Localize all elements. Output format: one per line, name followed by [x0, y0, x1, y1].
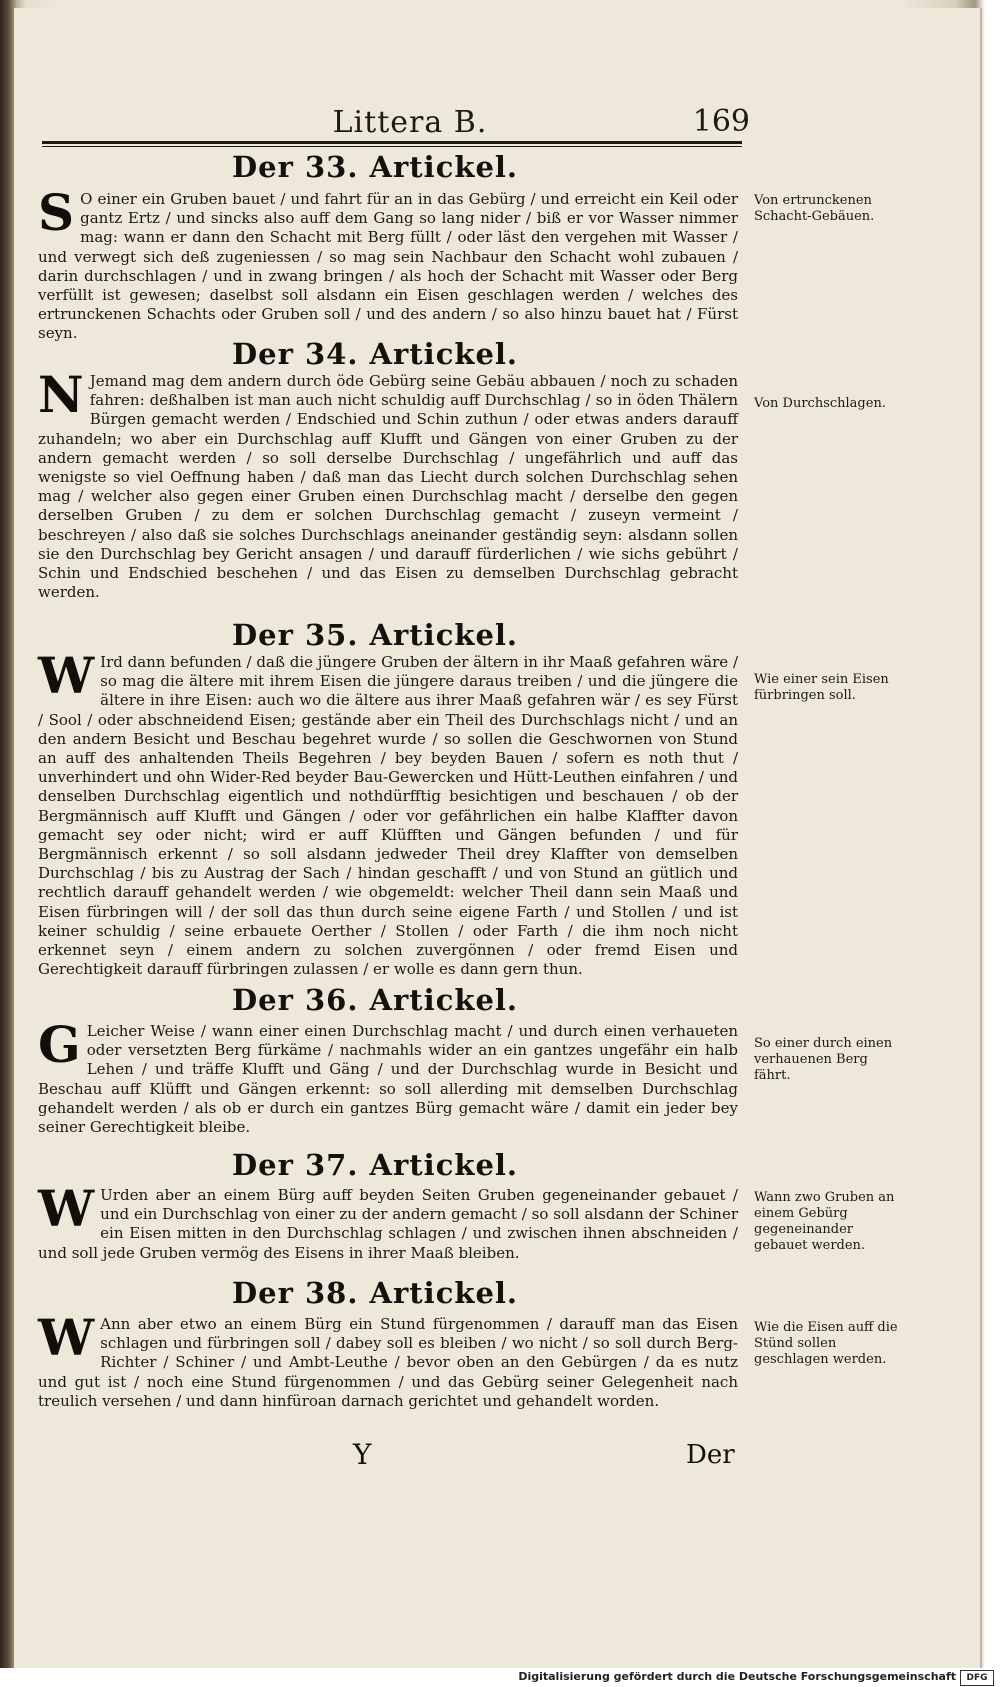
header-rule [42, 141, 742, 144]
signature-mark: Y [353, 1438, 372, 1471]
page-number: 169 [692, 104, 750, 139]
article-36-initial: G [38, 1015, 81, 1074]
article-38-title: Der 38. Artickel. [231, 1276, 519, 1310]
catchword: Der [686, 1440, 735, 1470]
article-37-title: Der 37. Artickel. [231, 1148, 519, 1182]
article-34-text [38, 365, 738, 602]
article-36-text [38, 1015, 738, 1137]
article-37-initial: W [38, 1179, 95, 1238]
article-33-margin-note: Von ertrunckenen Schacht-Gebäuen. [754, 193, 875, 224]
dfg-logo-icon: DFG [960, 1670, 994, 1686]
article-35-text [38, 646, 738, 979]
article-33-initial: S [38, 183, 75, 242]
article-37-margin-note: Wann zwo Gruben an einem Gebürg gegeneinander gebauet werden. [754, 1190, 895, 1253]
book-binding-edge [0, 0, 14, 1687]
article-38-text [38, 1308, 738, 1411]
article-34-body: Jemand mag dem andern durch öde Gebürg seine Gebäu abbauen / noch zu schaden fahren: deßhalben ist man auch nicht schuldig auff Durchschlag / so in öden Thälern Bürgen gemacht werden / Endschied und Schin zuthun / oder etwas anders darauff zuhandeln; wo aber ein Durchschlag auff Klufft und Gängen von einer Gruben zu der andern gemacht werden / so soll derselbe Durchschlag / ungefährlich und auff das wenigste so viel Oeffnung haben / daß man das Liecht durch solchen Durchschlag sehen mag / welcher also gegen einer Gruben einen Durchschlag macht / derselbe den gegen derselben Gruben / zu dem er solchen Durchschlag gemacht / zuseyn vermeint / beschreyen / also daß sie solches Durchschlags aneinander geständig seyn: alsdann sollen sie den Durchschlag bey Gericht ansagen / und darauff fürderlichen / wie sichs gebührt / Schin und Endschied beschehen / und das Eisen zu demselben Durchschlag gebracht werden. [38, 372, 738, 602]
article-37-text [38, 1179, 738, 1263]
article-38-margin-note: Wie die Eisen auff die Stünd sollen geschlagen werden. [754, 1320, 898, 1367]
article-33-title: Der 33. Artickel. [231, 150, 519, 184]
header-rule-thin [42, 146, 742, 147]
article-33-body: O einer ein Gruben bauet / und fahrt für an in das Gebürg / und erreicht ein Keil oder gantz Ertz / und sincks also auff dem Gang so lang nider / biß er vor Wasser nimmer mag: wann er dann den Schacht mit Berg füllt / oder läst den vergehen mit Wasser / und verwegt sich deß zugeniessen / so mag sein Nachbaur den Schacht wohl zubauen / darin durchschlagen / und in zwang bringen / als hoch der Schacht mit Wasser oder Berg verfüllt ist gewesen; daselbst soll alsdann ein Eisen geschlagen werden / welches des ertrunckenen Schachts oder Gruben soll / und des andern / so also hinzu bauet hat / Fürst seyn. [38, 190, 738, 343]
article-33-text [38, 183, 738, 344]
article-38-body: Ann aber etwo an einem Bürg ein Stund fürgenommen / darauff man das Eisen schlagen und fürbringen soll / dabey soll es bleiben / wo nicht / so soll durch Berg-Richter / Schiner / und Ambt-Leuthe / bevor oben an den Gebürgen / da es nutz und gut ist / noch eine Stund fürgenommen / und das Gebürg seiner Gelegenheit nach treulich versehen / und dann hinfüroan darnach gerichtet und gehandelt worden. [38, 1315, 738, 1410]
article-36-title: Der 36. Artickel. [231, 983, 519, 1017]
article-35-margin-note: Wie einer sein Eisen fürbringen soll. [754, 672, 889, 703]
running-header-title: Littera B. [332, 105, 488, 140]
funder-credit: Digitalisierung gefördert durch die Deutsche Forschungsgemeinschaft [518, 1670, 956, 1683]
article-35-initial: W [38, 646, 95, 705]
article-35-title: Der 35. Artickel. [231, 618, 519, 652]
article-36-body: Leicher Weise / wann einer einen Durchschlag macht / und durch einen verhaueten oder versetzten Berg fürkäme / nachmahls wider an ein gantzes ungefähr ein halb Lehen / und träffe Klufft und Gäng / und der Durchschlag wurde in Besicht und Beschau auff Klüfft und Gängen erkennt: so soll allerding mit demselben Durchschlag gehandelt werden / als ob er durch ein gantzes Bürg gemacht wäre / damit ein jeder bey seiner Gerechtigkeit bleibe. [38, 1022, 738, 1137]
article-35-body: Ird dann befunden / daß die jüngere Gruben der ältern in ihr Maaß gefahren wäre / so mag die ältere mit ihrem Eisen die jüngere daraus treiben / und die jüngere die ältere in ihre Eisen: auch wo die ältere aus ihrer Maaß gefahren wär / es sey Fürst / Sool / oder abschneidend Eisen; gestände aber ein Theil des Durchschlags nicht / und an den andern Besicht und Beschau begehret wurde / so sollen die Geschwornen von Stund an auff des anhaltenden Theils Begehren / bey beyden Bauen / sofern es noth thut / unverhindert und ohn Wider-Red beyder Bau-Gewercken und Hütt-Leuthen einfahren / und denselben Durchschlag eigentlich und nothdürfftig besichtigen und beschauen / ob der Bergmännisch auff Klufft und Gängen / oder vor gefährlichen ein halbe Klaffter davon gemacht sey oder nicht; wird er auff Klüfften und Gängen befunden / und für Bergmännisch erkennt / so soll alsdann jedweder Theil drey Klaffter von demselben Durchschlag / bis zu Austrag der Sach / hindan geschafft / und von Stund an gütlich und rechtlich darauff gehandelt werden / wie obgemeldt: welcher Theil dann sein Maaß und Eisen fürbringen will / der soll das thun durch seine eigene Farth / und Stollen / und ist keiner schuldig / seine erbauete Oerther / Stollen / oder Farth / die ihm noch nicht erkennet seyn / einem andern zu solchen zuvergönnen / oder fremd Eisen und Gerechtigkeit darauff fürbringen zulassen / er wolle es dann gern thun. [38, 653, 738, 979]
article-34-margin-note: Von Durchschlagen. [754, 396, 886, 411]
article-34-title: Der 34. Artickel. [231, 337, 519, 371]
article-38-initial: W [38, 1308, 95, 1367]
article-36-margin-note: So einer durch einen verhauenen Berg fährt. [754, 1036, 893, 1083]
article-37-body: Urden aber an einem Bürg auff beyden Seiten Gruben gegeneinander gebauet / und ein Durchschlag von einer zu der andern gemacht / so soll alsdann der Schiner ein Eisen mitten in den Durchschlag schlagen / und zwischen ihnen abschneiden / und soll jede Gruben vermög des Eisens in ihrer Maaß bleiben. [38, 1186, 738, 1262]
article-34-initial: N [38, 365, 84, 424]
